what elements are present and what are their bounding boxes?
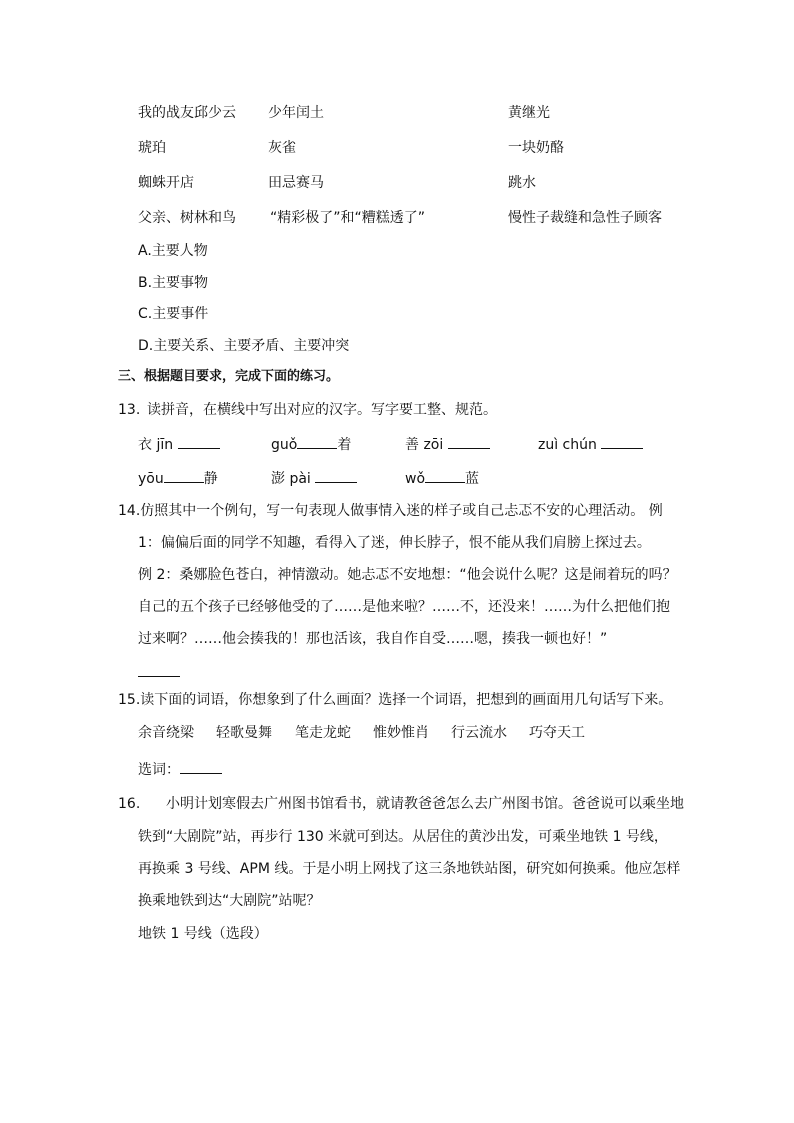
q16-number: 16.: [118, 796, 141, 812]
pinyin-prompt: 衣 jīn: [138, 437, 174, 453]
q16-line: 铁到“大剧院”站，再步行 130 米就可到达。从居住的黄沙出发，可乘坐地铁 1 号线，: [138, 829, 668, 845]
option-d: D.主要关系、主要矛盾、主要冲突: [138, 338, 350, 354]
q15-instruction: 15.读下面的词语，你想象到了什么画面？选择一个词语，把想到的画面用几句话写下来。: [118, 692, 673, 708]
word-option: 余音绕梁: [138, 725, 194, 741]
q14-line: 自己的五个孩子已经够他受的了……是他来啦？……不，还没来！……为什么把他们抱: [138, 599, 670, 615]
table-cell: 田忌赛马: [268, 175, 324, 191]
pinyin-item: [538, 434, 643, 454]
answer-blank[interactable]: [138, 662, 180, 677]
pinyin-item: [271, 434, 351, 454]
answer-label: 选词：: [138, 762, 180, 778]
table-cell: 琥珀: [138, 140, 166, 156]
option-a: A.主要人物: [138, 243, 208, 259]
pinyin-prompt: 澎 pài: [271, 471, 311, 487]
table-cell: 我的战友邱少云: [138, 105, 236, 121]
answer-blank[interactable]: [297, 434, 337, 449]
q13-instruction: 读拼音，在横线中写出对应的汉字。写字要工整、规范。: [147, 402, 497, 418]
q16-line: 小明计划寒假去广州图书馆看书，就请教爸爸怎么去广州图书馆。爸爸说可以乘坐地: [166, 796, 684, 812]
word-option: 笔走龙蛇: [295, 725, 351, 741]
q14-line: 14.仿照其中一个例句，写一句表现人做事情入迷的样子或自己忐忑不安的心理活动。 例: [118, 503, 663, 519]
pinyin-prompt: guǒ: [271, 437, 298, 453]
pinyin-prompt: zuì chún: [538, 437, 597, 453]
answer-blank[interactable]: [315, 468, 357, 483]
pinyin-item: [138, 434, 220, 454]
pinyin-prompt: wǒ: [405, 471, 426, 487]
answer-blank[interactable]: [164, 468, 204, 483]
pinyin-prompt: 善 zōi: [405, 437, 444, 453]
table-cell: 跳水: [508, 175, 536, 191]
table-cell: 慢性子裁缝和急性子顾客: [508, 210, 662, 226]
q14-line: 1：偏偏后面的同学不知趣，看得入了迷，伸长脖子，恨不能从我们肩膀上探过去。: [138, 535, 651, 551]
table-cell: 一块奶酪: [508, 140, 564, 156]
pinyin-prompt: yōu: [138, 471, 164, 487]
metro-subtitle: 地铁 1 号线（选段）: [138, 926, 268, 942]
section-heading: 三、根据题目要求，完成下面的练习。: [118, 369, 340, 384]
answer-blank[interactable]: [178, 434, 220, 449]
word-option: 轻歌曼舞: [216, 725, 272, 741]
q14-line: 例 2：桑娜脸色苍白，神情激动。她忐忑不安地想：“他会说什么呢？这是闹着玩的吗？: [138, 567, 677, 583]
q16-line: 再换乘 3 号线、APM 线。于是小明上网找了这三条地铁站图，研究如何换乘。他应怎样: [138, 861, 681, 877]
q14-line: 过来啊？……他会揍我的！那也活该，我自作自受……嗯，揍我一顿也好！”: [138, 631, 608, 647]
table-cell: 父亲、树林和鸟: [138, 210, 236, 226]
word-answer: [138, 759, 222, 779]
q13-number: 13.: [118, 402, 141, 418]
answer-blank[interactable]: [180, 759, 222, 774]
table-cell: 少年闰土: [268, 105, 324, 121]
pinyin-suffix: 着: [337, 437, 352, 453]
pinyin-item: [405, 468, 479, 488]
word-option: 行云流水: [451, 725, 507, 741]
pinyin-item: [271, 468, 357, 488]
q16-line: 换乘地铁到达“大剧院”站呢？: [138, 893, 321, 909]
answer-blank[interactable]: [425, 468, 465, 483]
table-cell: 黄继光: [508, 105, 550, 121]
option-c: C.主要事件: [138, 306, 209, 322]
answer-blank[interactable]: [448, 434, 490, 449]
table-cell: 蜘蛛开店: [138, 175, 194, 191]
option-b: B.主要事物: [138, 275, 209, 291]
table-cell: “精彩极了”和“糟糕透了”: [270, 210, 426, 226]
pinyin-suffix: 静: [203, 471, 218, 487]
pinyin-suffix: 蓝: [465, 471, 480, 487]
answer-blank[interactable]: [601, 434, 643, 449]
pinyin-item: [405, 434, 490, 454]
table-cell: 灰雀: [268, 140, 296, 156]
word-option: 巧夺天工: [529, 725, 585, 741]
pinyin-item: [138, 468, 218, 488]
word-option: 惟妙惟肖: [373, 725, 429, 741]
